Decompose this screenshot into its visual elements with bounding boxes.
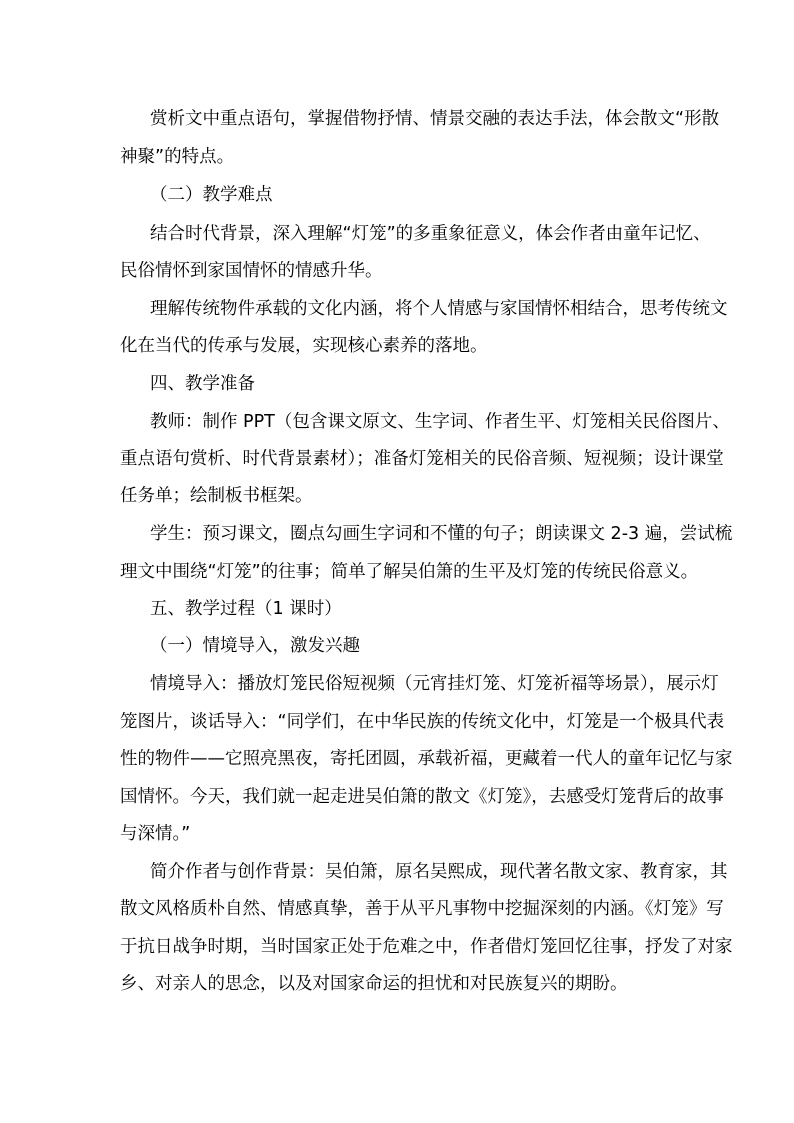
section-heading: 四、教学准备: [150, 374, 255, 394]
paragraph-line: 教师：制作 PPT（包含课文原文、生字词、作者生平、灯笼相关民俗图片、: [150, 412, 730, 432]
paragraph-line: 重点语句赏析、时代背景素材）；准备灯笼相关的民俗音频、短视频；设计课堂: [120, 449, 724, 469]
paragraph-line: 于抗日战争时期，当时国家正处于危难之中，作者借灯笼回忆往事，抒发了对家: [120, 937, 733, 957]
paragraph-line: 神聚”的特点。: [120, 147, 235, 167]
paragraph-line: 民俗情怀到家国情怀的情感升华。: [120, 261, 383, 281]
paragraph-line: 简介作者与创作背景：吴伯箫，原名吴熙成，现代著名散文家、教育家，其: [150, 862, 728, 882]
paragraph-line: 赏析文中重点语句，掌握借物抒情、情景交融的表达手法，体会散文“形散: [150, 109, 720, 129]
paragraph-line: 理解传统物件承载的文化内涵，将个人情感与家国情怀相结合，思考传统文: [150, 299, 728, 319]
section-heading: 五、教学过程（1 课时）: [150, 599, 342, 619]
paragraph-line: 笼图片，谈话导入：“同学们，在中华民族的传统文化中，灯笼是一个极具代表: [120, 712, 725, 732]
paragraph-line: 理文中围绕“灯笼”的往事；简单了解吴伯箫的生平及灯笼的传统民俗意义。: [120, 562, 699, 582]
paragraph-line: 学生：预习课文，圈点勾画生字词和不懂的句子；朗读课文 2-3 遍，尝试梳: [150, 524, 733, 544]
paragraph-line: 性的物件——它照亮黑夜，寄托团圆，承载祈福，更藏着一代人的童年记忆与家: [120, 749, 733, 769]
paragraph-line: 情境导入：播放灯笼民俗短视频（元宵挂灯笼、灯笼祈福等场景），展示灯: [150, 674, 719, 694]
section-heading: （二）教学难点: [150, 185, 273, 205]
paragraph-line: 化在当代的传承与发展，实现核心素养的落地。: [120, 336, 488, 356]
paragraph-line: 与深情。”: [120, 824, 191, 844]
paragraph-line: 任务单；绘制板书框架。: [120, 486, 313, 506]
paragraph-line: 乡、对亲人的思念，以及对国家命运的担忧和对民族复兴的期盼。: [120, 974, 628, 994]
paragraph-line: 国情怀。今天，我们就一起走进吴伯箫的散文《灯笼》，去感受灯笼背后的故事: [120, 787, 724, 807]
paragraph-line: 散文风格质朴自然、情感真挚，善于从平凡事物中挖掘深刻的内涵。《灯笼》写: [120, 899, 724, 919]
section-heading: （一）情境导入，激发兴趣: [150, 636, 360, 656]
paragraph-line: 结合时代背景，深入理解“灯笼”的多重象征意义，体会作者由童年记忆、: [150, 224, 711, 244]
